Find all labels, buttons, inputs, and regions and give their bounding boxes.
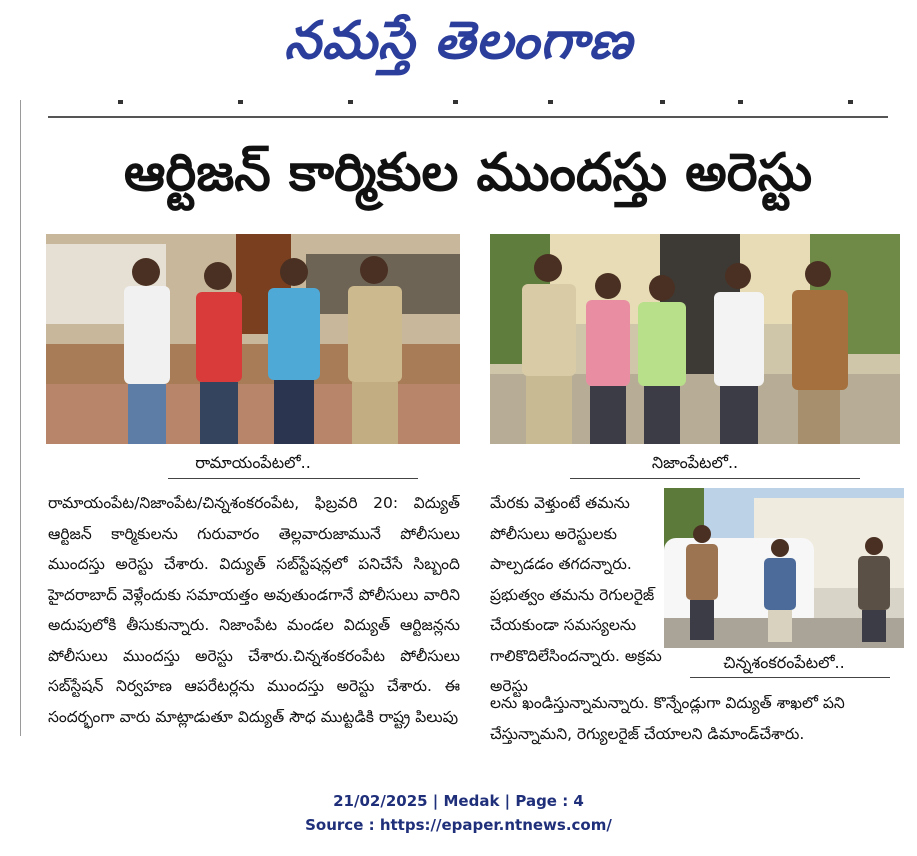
footer-date-edition: 21/02/2025 | Medak | Page : 4: [333, 792, 584, 810]
article-headline: ఆర్టిజన్ కార్మికుల ముందస్తు అరెస్టు: [123, 143, 813, 203]
caption-rule: [168, 478, 418, 479]
footer-source-link[interactable]: Source : https://epaper.ntnews.com/: [305, 816, 612, 834]
cropped-text-strip: [48, 100, 888, 108]
top-rule: [48, 116, 888, 118]
photo-caption: నిజాంపేటలో..: [651, 453, 739, 472]
photo-nizampet: [490, 234, 900, 444]
column-divider: [20, 100, 21, 736]
photo-ramayampet: [46, 234, 460, 444]
caption-rule: [570, 478, 860, 479]
photo-chinnashankarampet: [664, 488, 904, 648]
caption-rule: [690, 677, 890, 678]
photo-caption: చిన్నశంకరంపేటలో..: [723, 653, 845, 672]
masthead-logo: నమస్తే తెలంగాణ: [284, 11, 633, 71]
article-body-column-2-continued: లను ఖండిస్తున్నామన్నారు. కొన్నేండ్లుగా విద్యుత్ శాఖలో పని చేస్తున్నామని, రెగ్యులరైజ్ చేయాలని డిమాండ్‌చేశారు.: [490, 694, 845, 743]
article-body-column-1: రామాయంపేట/నిజాంపేట/చిన్నశంకరంపేట, ఫిబ్రవరి 20: విద్యుత్ ఆర్టిజన్ కార్మికులను గురువారం తెల్లవారుజామునే పోలీసులు ముందస్తు అరెస్టు చేశారు. విద్యుత్ సబ్‌స్టేషన్లలో పనిచేసే సిబ్బంది హైదరాబాద్ వెళ్లేందుకు సమాయత్తం అవుతుండగానే పోలీసులు వారిని అదుపులోకి తీసుకున్నారు. నిజాంపేట మండల విద్యుత్ ఆర్టిజన్లను పోలీసులు ముందస్తు అరెస్టు చేశారు.చిన్నశంకరంపేట పోలీసులు సబ్‌స్టేషన్ నిర్వహణ ఆపరేటర్లను ముందస్తు అరెస్టు చేశారు. ఈ సందర్భంగా వారు మాట్లాడుతూ విద్యుత్ సౌధ ముట్టడికి రాష్ట్ర పిలుపు: [48, 494, 460, 726]
photo-caption: రామాయంపేటలో..: [195, 453, 311, 472]
article-body-column-2: మేరకు వెళ్తుంటే తమను పోలీసులు అరెస్టులకు పాల్పడడం తగదన్నారు. ప్రభుత్వం తమను రెగులరైజ్ చేయకుండా సమస్యలను గాలికొదిలేసిందన్నారు. అక్రమ అరెస్టు: [490, 494, 662, 695]
